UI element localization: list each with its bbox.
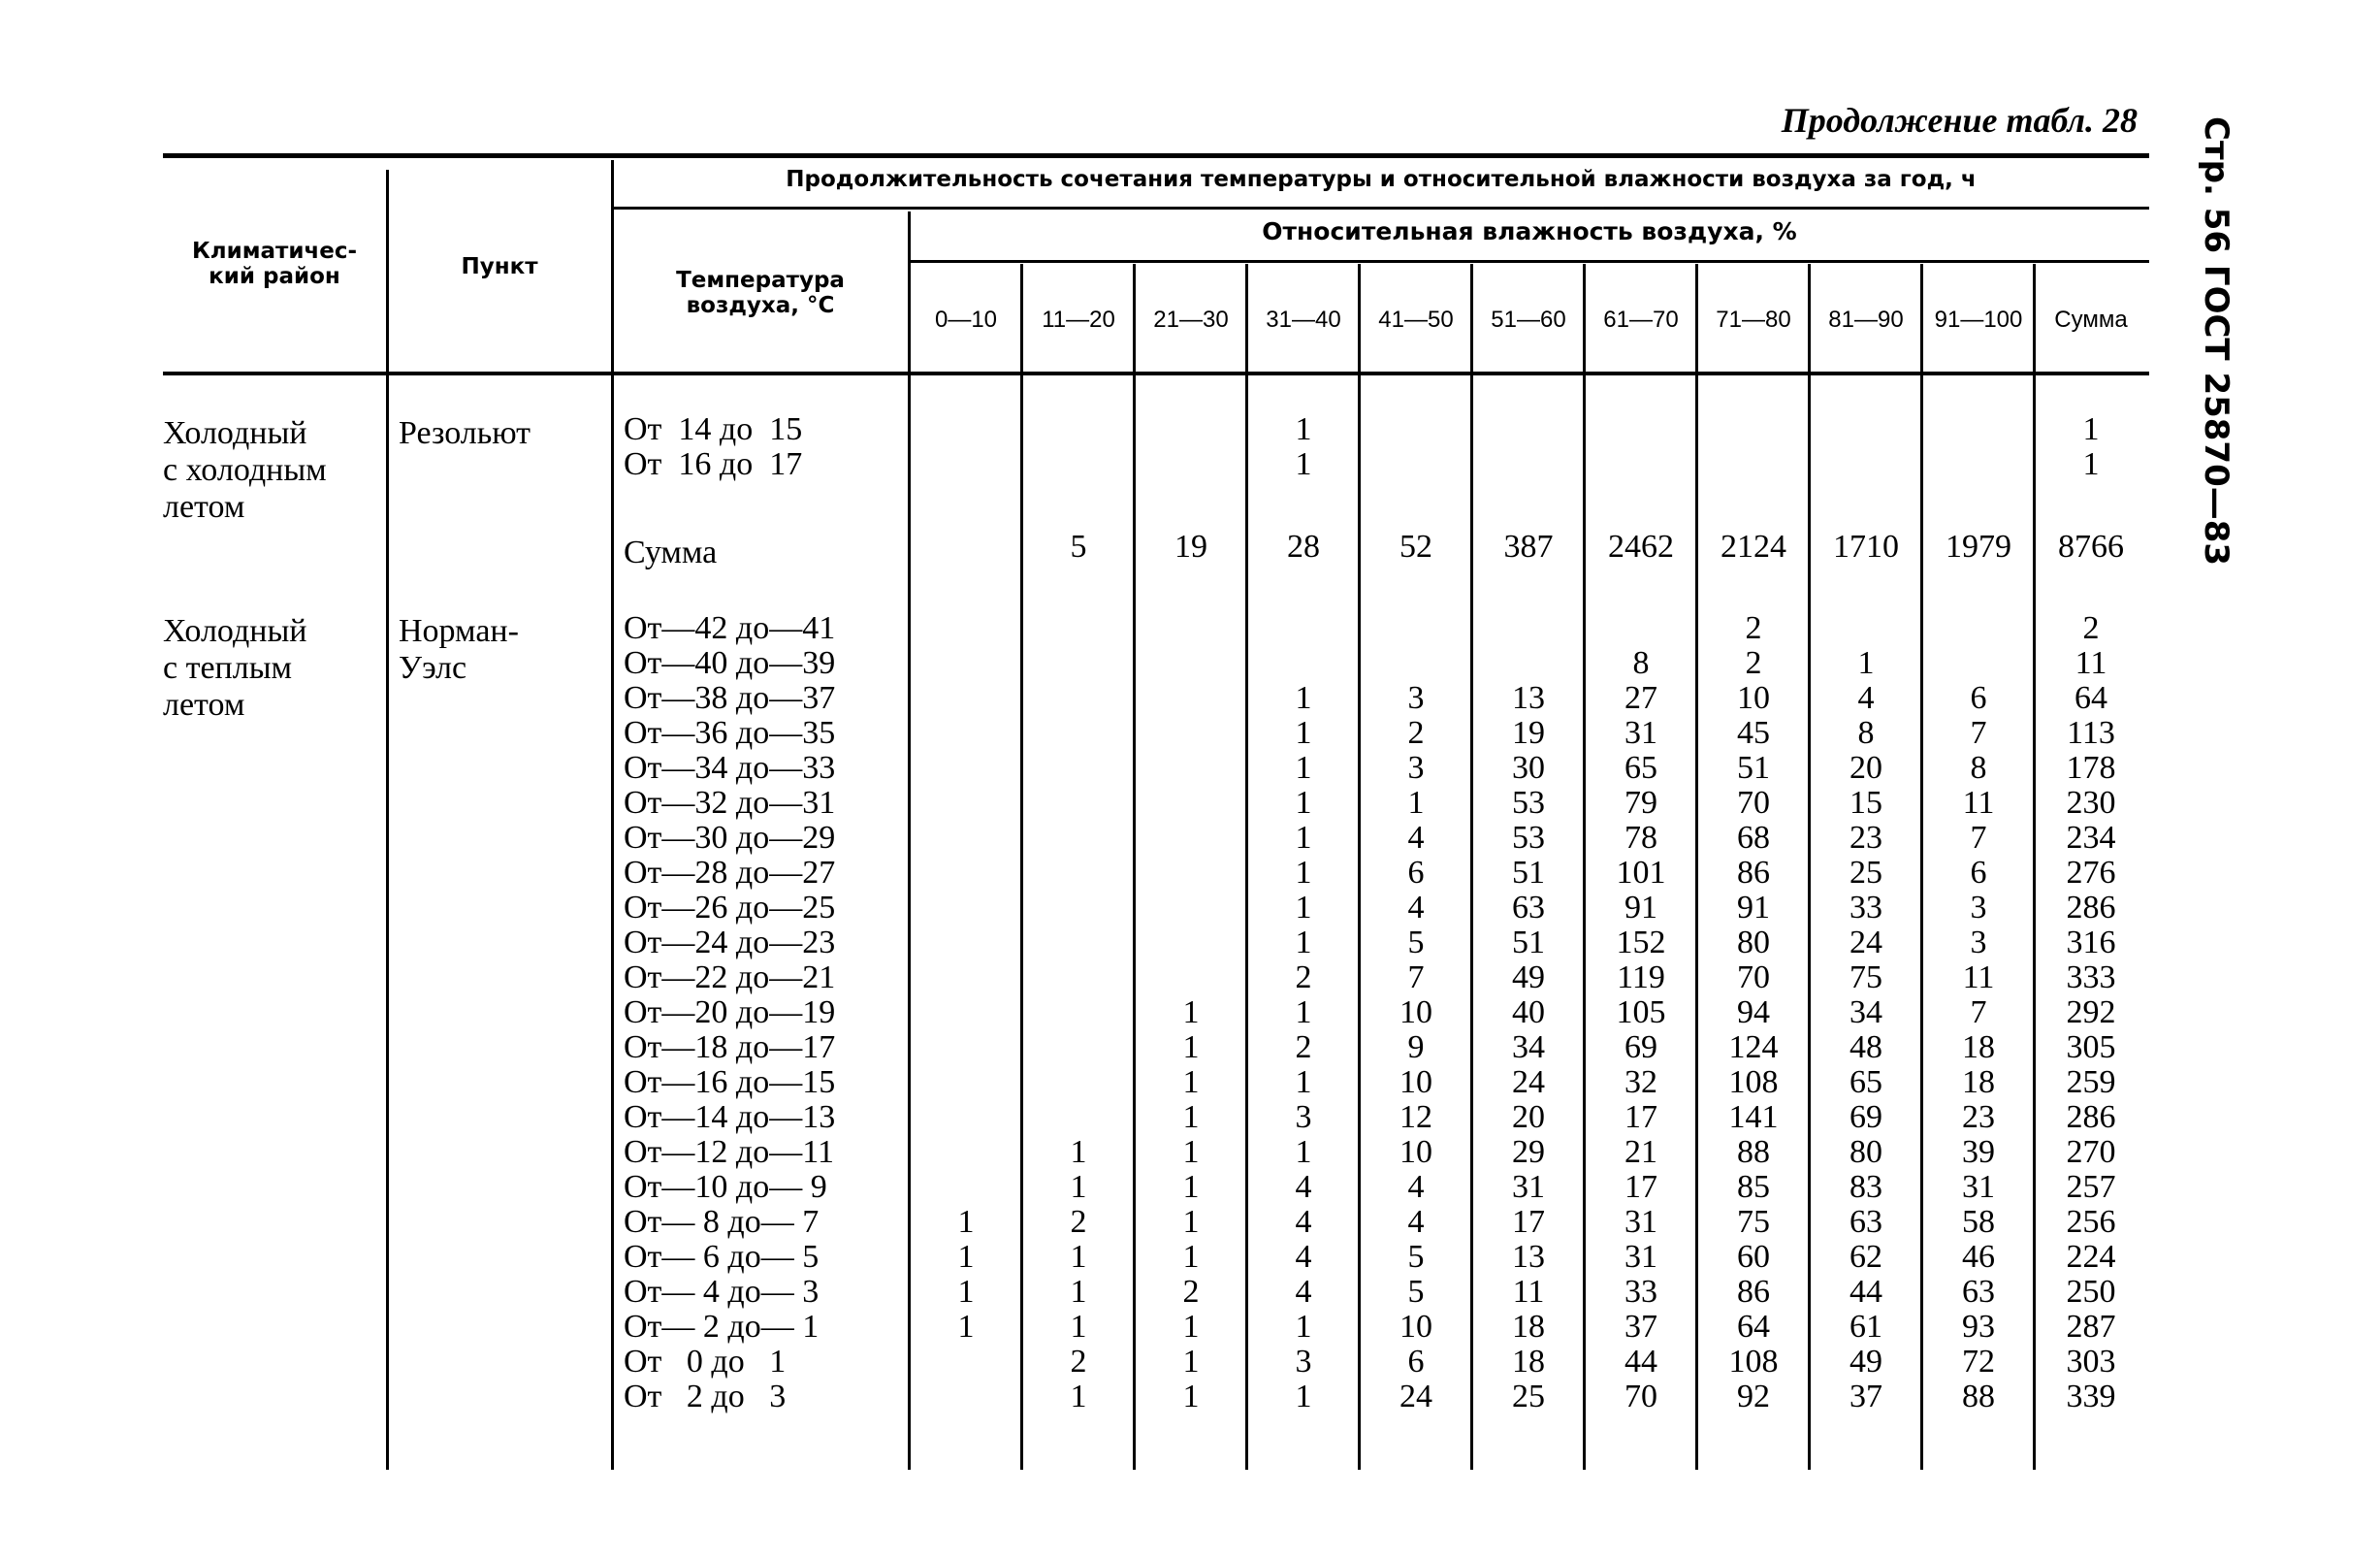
value-cell: 6 [1970, 855, 1987, 891]
header-span-title: Продолжительность сочетания температуры и относительной влажности воздуха за год, ч [786, 167, 1977, 192]
value-cell: 33 [1849, 890, 1882, 926]
total-cell: 2462 [1608, 529, 1674, 565]
row-sum-cell: 333 [2066, 959, 2116, 995]
region-cold-cold-summer: Холодный с холодным летом [163, 415, 327, 525]
value-cell: 61 [1849, 1309, 1882, 1345]
row-sum-cell: 286 [2066, 1099, 2116, 1135]
value-cell: 2 [1070, 1344, 1087, 1380]
value-cell: 78 [1624, 820, 1657, 856]
value-cell: 7 [1970, 820, 1987, 856]
value-cell: 44 [1624, 1344, 1657, 1380]
value-cell: 79 [1624, 785, 1657, 821]
side-label-text: Стр. 56 ГОСТ 25870—83 [2197, 116, 2235, 567]
value-cell: 53 [1512, 820, 1545, 856]
value-cell: 18 [1962, 1064, 1995, 1100]
temperature-range: От—40 до—39 [624, 645, 836, 681]
value-cell: 11 [1512, 1274, 1545, 1310]
value-cell: 86 [1737, 855, 1770, 891]
value-cell: 70 [1737, 785, 1770, 821]
value-cell: 45 [1737, 715, 1770, 751]
value-cell: 2 [1745, 610, 1762, 646]
value-cell: 152 [1616, 925, 1666, 960]
value-cell: 58 [1962, 1204, 1995, 1240]
value-cell: 1 [1182, 1239, 1200, 1275]
point-norman-wells: Норман- Уэлс [399, 613, 519, 686]
temperature-range: От— 6 до— 5 [624, 1239, 820, 1275]
value-cell: 119 [1617, 959, 1665, 995]
value-cell: 1 [1182, 1134, 1200, 1170]
total-cell: 28 [1287, 529, 1320, 565]
table-caption: Продолжение табл. 28 [1781, 101, 2138, 140]
value-cell: 60 [1737, 1239, 1770, 1275]
value-cell: 31 [1962, 1169, 1995, 1205]
value-cell: 4 [1407, 1204, 1425, 1240]
total-cell: 5 [1070, 529, 1087, 565]
humidity-range-header: 31—40 [1266, 307, 1341, 333]
value-cell: 4 [1407, 890, 1425, 926]
total-cell: 1710 [1833, 529, 1899, 565]
header-temperature: Температура воздуха, °С [676, 268, 845, 318]
value-cell: 24 [1512, 1064, 1545, 1100]
header-region: Климатичес- кий район [191, 239, 358, 289]
value-cell: 65 [1624, 750, 1657, 786]
value-cell: 4 [1407, 820, 1425, 856]
value-cell: 1 [1182, 1064, 1200, 1100]
row-sum-cell: 259 [2066, 1064, 2116, 1100]
value-cell: 2 [1407, 715, 1425, 751]
temperature-range: От—38 до—37 [624, 680, 836, 716]
value-cell: 15 [1849, 785, 1882, 821]
value-cell: 1 [1295, 1134, 1312, 1170]
row-sum-cell: 224 [2066, 1239, 2116, 1275]
header-bottom-rule [163, 372, 2149, 375]
temperature-range: От—10 до— 9 [624, 1169, 827, 1205]
value-cell: 1 [1295, 715, 1312, 751]
value-cell: 10 [1737, 680, 1770, 716]
value-cell: 49 [1849, 1344, 1882, 1380]
value-cell: 1 [1070, 1239, 1087, 1275]
value-cell: 1 [1295, 1064, 1312, 1100]
value-cell: 48 [1849, 1029, 1882, 1065]
divider-region-point [386, 170, 389, 1470]
span-title-rule [613, 207, 2149, 210]
value-cell: 68 [1737, 820, 1770, 856]
total-cell: 1979 [1946, 529, 2011, 565]
humidity-range-header: 71—80 [1716, 307, 1791, 333]
value-cell: 20 [1512, 1099, 1545, 1135]
value-cell: 1 [1295, 925, 1312, 960]
value-cell: 63 [1512, 890, 1545, 926]
header-humidity-title: Относительная влажность воздуха, % [1262, 217, 1797, 245]
value-cell: 21 [1624, 1134, 1657, 1170]
value-cell: 64 [1737, 1309, 1770, 1345]
total-cell: 19 [1174, 529, 1207, 565]
value-cell: 34 [1512, 1029, 1545, 1065]
row-sum-cell: 178 [2066, 750, 2116, 786]
value-cell: 44 [1849, 1274, 1882, 1310]
value-cell: 80 [1737, 925, 1770, 960]
value-cell: 3 [1970, 890, 1987, 926]
temperature-range: От— 8 до— 7 [624, 1204, 820, 1240]
value-cell: 37 [1624, 1309, 1657, 1345]
value-cell: 8 [1970, 750, 1987, 786]
point-resolute: Резольют [399, 415, 531, 451]
row-sum-cell: 1 [2082, 446, 2100, 482]
value-cell: 93 [1962, 1309, 1995, 1345]
temperature-range: От— 4 до— 3 [624, 1274, 820, 1310]
value-cell: 9 [1407, 1029, 1425, 1065]
value-cell: 101 [1616, 855, 1666, 891]
value-cell: 124 [1728, 1029, 1779, 1065]
row-sum-cell: 234 [2066, 820, 2116, 856]
value-cell: 4 [1295, 1204, 1312, 1240]
header-point: Пункт [461, 254, 538, 279]
top-rule [163, 153, 2149, 158]
value-cell: 51 [1512, 925, 1545, 960]
value-cell: 75 [1849, 959, 1882, 995]
temperature-range: От— 2 до— 1 [624, 1309, 820, 1345]
value-cell: 69 [1849, 1099, 1882, 1135]
temperature-range: От—28 до—27 [624, 855, 836, 891]
temperature-range: От—22 до—21 [624, 959, 836, 995]
value-cell: 1 [1070, 1309, 1087, 1345]
value-cell: 3 [1295, 1344, 1312, 1380]
value-cell: 1 [1295, 1309, 1312, 1345]
value-cell: 1 [1182, 1204, 1200, 1240]
row-sum-cell: 257 [2066, 1169, 2116, 1205]
value-cell: 12 [1399, 1099, 1432, 1135]
value-cell: 30 [1512, 750, 1545, 786]
value-cell: 6 [1407, 1344, 1425, 1380]
row-sum-cell: 287 [2066, 1309, 2116, 1345]
value-cell: 53 [1512, 785, 1545, 821]
value-cell: 17 [1512, 1204, 1545, 1240]
value-cell: 141 [1728, 1099, 1779, 1135]
row-sum-cell: 316 [2066, 925, 2116, 960]
value-cell: 11 [1962, 959, 1995, 995]
row-sum-cell: 2 [2082, 610, 2100, 646]
value-cell: 3 [1407, 750, 1425, 786]
value-cell: 1 [957, 1309, 975, 1345]
temperature-range: От 16 до 17 [624, 446, 803, 482]
page-side-label [2197, 116, 2235, 567]
value-cell: 25 [1849, 855, 1882, 891]
value-cell: 63 [1849, 1204, 1882, 1240]
value-cell: 105 [1616, 994, 1666, 1030]
humidity-range-header: 21—30 [1153, 307, 1229, 333]
row-sum-cell: 339 [2066, 1379, 2116, 1414]
value-cell: 19 [1512, 715, 1545, 751]
value-cell: 3 [1970, 925, 1987, 960]
value-cell: 85 [1737, 1169, 1770, 1205]
value-cell: 31 [1624, 715, 1657, 751]
value-cell: 91 [1737, 890, 1770, 926]
row-sum-cell: 286 [2066, 890, 2116, 926]
temperature-range: От—14 до—13 [624, 1099, 836, 1135]
value-cell: 2 [1295, 1029, 1312, 1065]
value-cell: 5 [1407, 925, 1425, 960]
value-cell: 17 [1624, 1099, 1657, 1135]
row-sum-cell: 305 [2066, 1029, 2116, 1065]
value-cell: 1 [1295, 785, 1312, 821]
value-cell: 1 [957, 1239, 975, 1275]
value-cell: 1 [1295, 890, 1312, 926]
total-cell: 8766 [2058, 529, 2124, 565]
value-cell: 18 [1512, 1309, 1545, 1345]
row-sum-cell: 250 [2066, 1274, 2116, 1310]
value-cell: 4 [1295, 1169, 1312, 1205]
value-cell: 62 [1849, 1239, 1882, 1275]
temperature-range: От—26 до—25 [624, 890, 836, 926]
row-sum-cell: 230 [2066, 785, 2116, 821]
value-cell: 94 [1737, 994, 1770, 1030]
temperature-range: От—36 до—35 [624, 715, 836, 751]
value-cell: 4 [1407, 1169, 1425, 1205]
value-cell: 72 [1962, 1344, 1995, 1380]
value-cell: 92 [1737, 1379, 1770, 1414]
humidity-range-header: 91—100 [1934, 307, 2023, 333]
row-sum-cell: 113 [2067, 715, 2115, 751]
value-cell: 29 [1512, 1134, 1545, 1170]
value-cell: 1 [1295, 411, 1312, 447]
value-cell: 1 [1182, 1344, 1200, 1380]
value-cell: 5 [1407, 1274, 1425, 1310]
value-cell: 1 [1407, 785, 1425, 821]
value-cell: 7 [1970, 715, 1987, 751]
value-cell: 1 [1182, 1379, 1200, 1414]
temperature-range: От—42 до—41 [624, 610, 836, 646]
value-cell: 3 [1295, 1099, 1312, 1135]
humidity-range-header: 0—10 [934, 307, 998, 333]
region-cold-warm-summer: Холодный с теплым летом [163, 613, 307, 723]
value-cell: 23 [1849, 820, 1882, 856]
value-cell: 10 [1399, 1134, 1432, 1170]
value-cell: 1 [1295, 855, 1312, 891]
value-cell: 1 [1070, 1169, 1087, 1205]
value-cell: 88 [1962, 1379, 1995, 1414]
temperature-range: От—12 до—11 [624, 1134, 834, 1170]
value-cell: 1 [1070, 1379, 1087, 1414]
value-cell: 31 [1512, 1169, 1545, 1205]
value-cell: 1 [1182, 1309, 1200, 1345]
value-cell: 20 [1849, 750, 1882, 786]
value-cell: 49 [1512, 959, 1545, 995]
value-cell: 13 [1512, 1239, 1545, 1275]
value-cell: 46 [1962, 1239, 1995, 1275]
value-cell: 23 [1962, 1099, 1995, 1135]
value-cell: 70 [1737, 959, 1770, 995]
value-cell: 39 [1962, 1134, 1995, 1170]
row-sum-cell: 11 [2074, 645, 2107, 681]
value-cell: 5 [1407, 1239, 1425, 1275]
value-cell: 24 [1849, 925, 1882, 960]
row-sum-cell: 64 [2074, 680, 2107, 716]
temperature-range: От—30 до—29 [624, 820, 836, 856]
value-cell: 18 [1512, 1344, 1545, 1380]
row-sum-cell: 303 [2066, 1344, 2116, 1380]
value-cell: 1 [1857, 645, 1875, 681]
value-cell: 4 [1295, 1239, 1312, 1275]
row-sum-cell: 270 [2066, 1134, 2116, 1170]
value-cell: 51 [1737, 750, 1770, 786]
value-cell: 11 [1962, 785, 1995, 821]
value-cell: 1 [1070, 1134, 1087, 1170]
humidity-range-header: 11—20 [1042, 307, 1115, 333]
value-cell: 25 [1512, 1379, 1545, 1414]
value-cell: 1 [1182, 1029, 1200, 1065]
temperature-range: От—18 до—17 [624, 1029, 836, 1065]
value-cell: 51 [1512, 855, 1545, 891]
value-cell: 8 [1857, 715, 1875, 751]
temperature-range: От 14 до 15 [624, 411, 803, 447]
value-cell: 31 [1624, 1239, 1657, 1275]
total-cell: 52 [1399, 529, 1432, 565]
value-cell: 63 [1962, 1274, 1995, 1310]
value-cell: 18 [1962, 1029, 1995, 1065]
value-cell: 69 [1624, 1029, 1657, 1065]
humidity-range-header: 61—70 [1603, 307, 1679, 333]
value-cell: 108 [1728, 1064, 1779, 1100]
value-cell: 91 [1624, 890, 1657, 926]
humidity-range-header: 81—90 [1828, 307, 1904, 333]
row-sum-cell: 276 [2066, 855, 2116, 891]
value-cell: 34 [1849, 994, 1882, 1030]
value-cell: 70 [1624, 1379, 1657, 1414]
temperature-range: От—20 до—19 [624, 994, 836, 1030]
temperature-range: От—16 до—15 [624, 1064, 836, 1100]
row-sum-cell: 1 [2082, 411, 2100, 447]
value-cell: 37 [1849, 1379, 1882, 1414]
value-cell: 88 [1737, 1134, 1770, 1170]
value-cell: 40 [1512, 994, 1545, 1030]
value-cell: 32 [1624, 1064, 1657, 1100]
value-cell: 108 [1728, 1344, 1779, 1380]
value-cell: 2 [1295, 959, 1312, 995]
value-cell: 1 [1182, 994, 1200, 1030]
value-cell: 6 [1407, 855, 1425, 891]
value-cell: 83 [1849, 1169, 1882, 1205]
temperature-range: От 2 до 3 [624, 1379, 787, 1414]
value-cell: 24 [1399, 1379, 1432, 1414]
value-cell: 6 [1970, 680, 1987, 716]
total-cell: 387 [1503, 529, 1554, 565]
temperature-range: От—24 до—23 [624, 925, 836, 960]
value-cell: 75 [1737, 1204, 1770, 1240]
value-cell: 86 [1737, 1274, 1770, 1310]
value-cell: 2 [1182, 1274, 1200, 1310]
row-sum-cell: 292 [2066, 994, 2116, 1030]
value-cell: 1 [1182, 1099, 1200, 1135]
divider-point-temp [611, 160, 614, 1470]
row-sum-cell: 256 [2066, 1204, 2116, 1240]
value-cell: 10 [1399, 1064, 1432, 1100]
humidity-range-header: 41—50 [1378, 307, 1454, 333]
value-cell: 4 [1857, 680, 1875, 716]
value-cell: 2 [1070, 1204, 1087, 1240]
temperature-range: От 0 до 1 [624, 1344, 787, 1380]
value-cell: 1 [1295, 446, 1312, 482]
value-cell: 1 [1295, 750, 1312, 786]
value-cell: 80 [1849, 1134, 1882, 1170]
value-cell: 8 [1632, 645, 1650, 681]
value-cell: 7 [1970, 994, 1987, 1030]
value-cell: 1 [957, 1204, 975, 1240]
humidity-range-header: 51—60 [1491, 307, 1566, 333]
value-cell: 3 [1407, 680, 1425, 716]
value-cell: 10 [1399, 1309, 1432, 1345]
temperature-range: От—34 до—33 [624, 750, 836, 786]
humidity-range-header: Сумма [2054, 307, 2128, 333]
value-cell: 1 [1070, 1274, 1087, 1310]
value-cell: 17 [1624, 1169, 1657, 1205]
value-cell: 2 [1745, 645, 1762, 681]
value-cell: 4 [1295, 1274, 1312, 1310]
value-cell: 31 [1624, 1204, 1657, 1240]
temperature-range: От—32 до—31 [624, 785, 836, 821]
value-cell: 7 [1407, 959, 1425, 995]
total-label: Сумма [624, 535, 718, 570]
value-cell: 1 [1295, 1379, 1312, 1414]
value-cell: 1 [1295, 680, 1312, 716]
value-cell: 65 [1849, 1064, 1882, 1100]
value-cell: 1 [1295, 820, 1312, 856]
value-cell: 10 [1399, 994, 1432, 1030]
value-cell: 33 [1624, 1274, 1657, 1310]
value-cell: 13 [1512, 680, 1545, 716]
humidity-title-rule [910, 260, 2149, 263]
value-cell: 1 [1295, 994, 1312, 1030]
value-cell: 1 [1182, 1169, 1200, 1205]
value-cell: 27 [1624, 680, 1657, 716]
value-cell: 1 [957, 1274, 975, 1310]
total-cell: 2124 [1721, 529, 1786, 565]
